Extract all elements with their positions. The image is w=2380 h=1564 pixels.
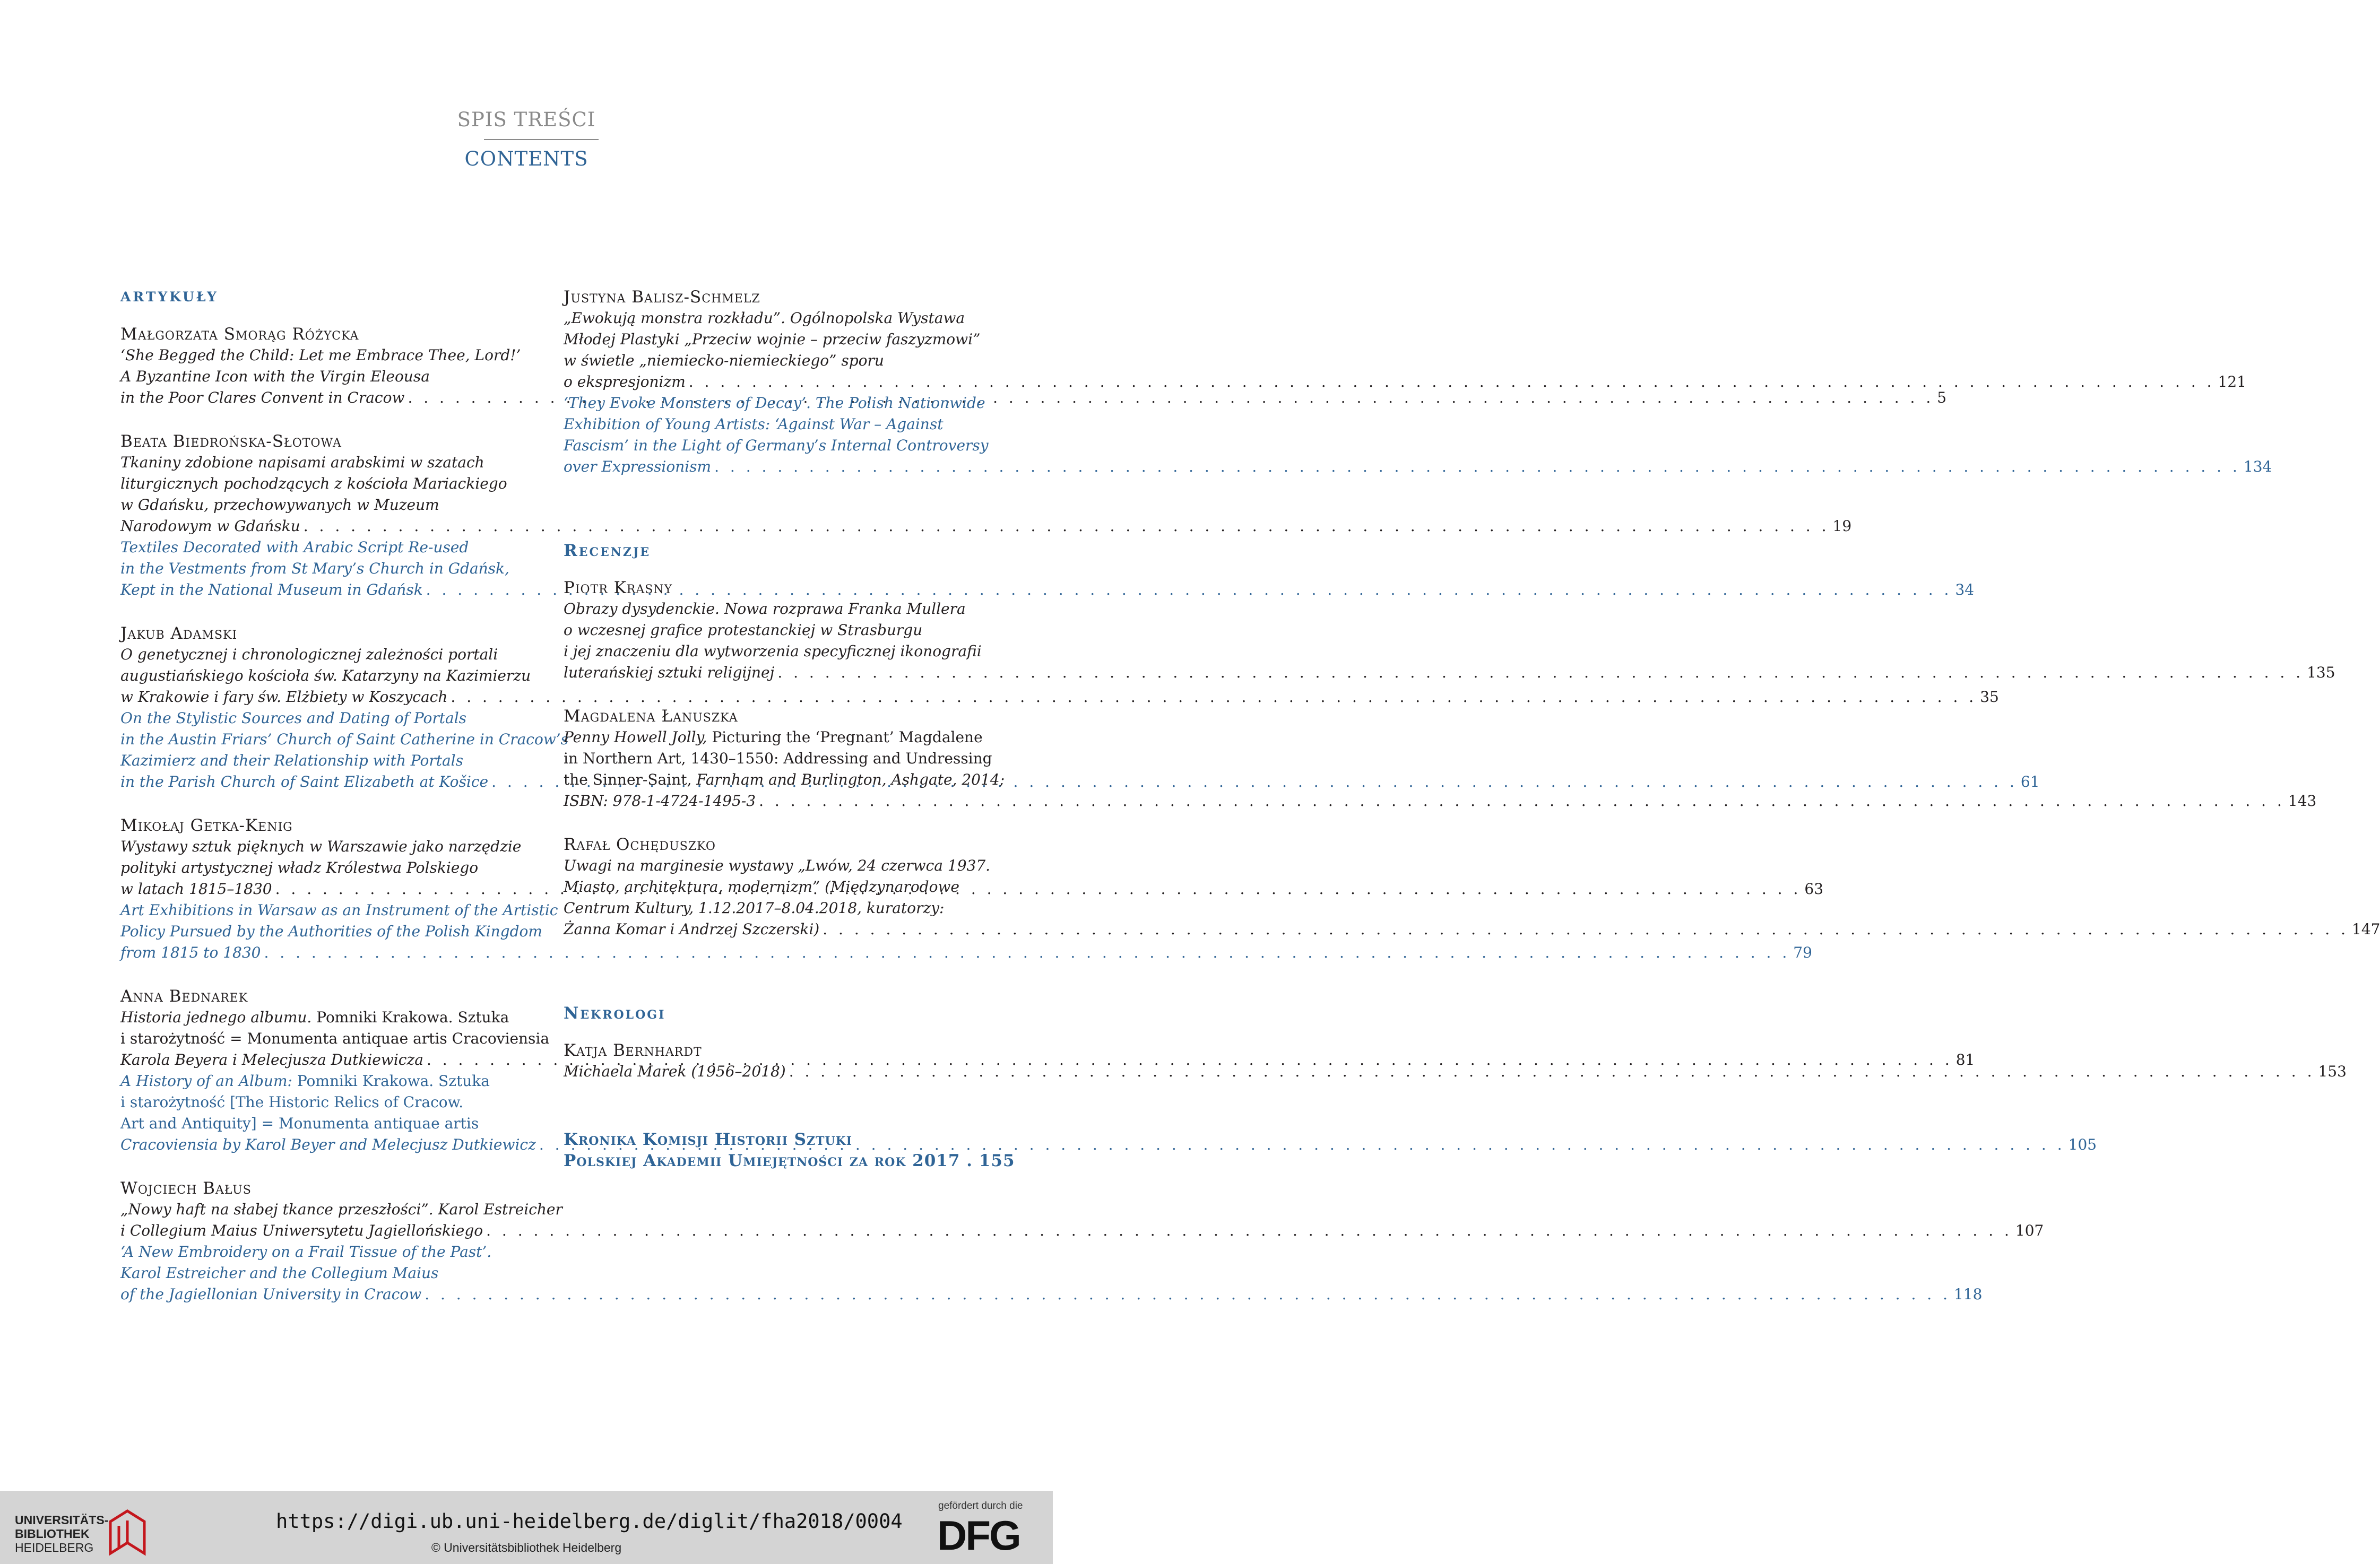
entry-english-last-line (564, 456, 2272, 477)
entry-english-last-line (120, 942, 1812, 963)
toc-entry[interactable] (564, 1040, 2347, 1082)
dfg-logo[interactable]: DFG (937, 1512, 1020, 1559)
entry-title-text: in the Poor Clares Convent in Cracow (120, 389, 405, 406)
entry-title-roman: Pomniki Krakowa. Sztuka (311, 1009, 509, 1026)
entry-title-line: „Nowy haft na słabej tkance przeszłości”. Karol Estreicher (120, 1201, 562, 1218)
entry-title-line (564, 727, 983, 748)
entry-author: Magdalena Łanuszka (564, 707, 738, 726)
entry-english-line: Karol Estreicher and the Collegium Maius (120, 1264, 439, 1282)
page-number: 63 (1804, 880, 1824, 898)
entry-title-line: Centrum Kultury, 1.12.2017–8.04.2018, kuratorzy: (564, 899, 945, 917)
dot-leader (421, 1284, 1954, 1305)
entry-english-line: Art Exhibitions in Warsaw as an Instrument of the Artistic (120, 901, 558, 919)
entry-title-last-line (564, 790, 2317, 812)
entry-english-line: in the Austin Friars’ Church of Saint Catherine in Cracow’s (120, 731, 569, 748)
dot-leader (483, 1220, 2015, 1241)
entry-title-line: Miasto, architektura, modernizm” (Międzynarodowe (564, 878, 959, 896)
entry-title-line (564, 769, 1005, 790)
title-polish: SPIS TREŚCI (457, 108, 596, 131)
page-number: 143 (2288, 792, 2317, 810)
entry-author: Rafał Ochęduszko (564, 835, 716, 854)
page-number: 153 (2318, 1063, 2347, 1080)
entry-title-line (120, 1007, 524, 1028)
entry-author: Katja Bernhardt (564, 1041, 702, 1060)
entry-english-text: of the Jagiellonian University in Cracow (120, 1285, 422, 1303)
toc-entry[interactable] (120, 1178, 2044, 1305)
entry-title-line: augustiańskiego kościoła św. Katarzyny na Kazimierzu (120, 667, 531, 684)
entry-english-text (120, 1134, 536, 1155)
entry-title-italic: Historia jednego albumu. (120, 1009, 312, 1026)
entry-english-line: On the Stylistic Sources and Dating of Portals (120, 709, 467, 727)
entry-title-line: Uwagi na marginesie wystawy „Lwów, 24 czerwca 1937. (564, 857, 991, 874)
entry-title-line: in Northern Art, 1430–1550: Addressing and Undressing (564, 750, 992, 767)
page-number: 147 (2352, 920, 2380, 938)
entry-author: Justyna Balisz-Schmelz (564, 288, 760, 307)
entry-english-text: in the Parish Church of Saint Elizabeth at Košice (120, 773, 489, 790)
entry-title-text: luterańskiej sztuki religijnej (564, 664, 775, 681)
funding-note: gefördert durch die (938, 1500, 1023, 1511)
page-number: 118 (1953, 1285, 1983, 1303)
entry-author: Anna Bednarek (120, 987, 248, 1006)
entry-title-line: Obrazy dysydenckie. Nowa rozprawa Franka Mullera (564, 600, 966, 618)
entry-title-line: ‘She Begged the Child: Let me Embrace Thee, Lord!’ (120, 346, 521, 364)
page-number: 34 (1955, 581, 1975, 598)
logo-line: HEIDELBERG (15, 1541, 94, 1554)
entry-english-last-line (120, 1284, 1983, 1305)
dot-leader (686, 371, 2218, 393)
entry-title-line: w świetle „niemiecko-niemieckiego” sporu (564, 352, 884, 369)
page-number: 121 (2218, 373, 2246, 390)
entry-english-roman: Cracoviensia (120, 1136, 223, 1153)
entry-title-line: A Byzantine Icon with the Virgin Eleousa (120, 368, 430, 385)
page-number: 105 (2068, 1136, 2097, 1153)
entry-title-line: w Gdańsku, przechowywanych w Muzeum (120, 496, 439, 514)
chronicle-line: Polskiej Akademii Umiejętności za rok 2017 . 155 (564, 1151, 1015, 1170)
page-number: 79 (1793, 944, 1812, 961)
entry-english-roman: Pomniki Krakowa. Sztuka (292, 1072, 490, 1090)
entry-english-line (120, 1071, 524, 1092)
entry-english-line: Fascism’ in the Light of Germany’s Internal Controversy (564, 437, 989, 454)
entry-english-line: ‘A New Embroidery on a Frail Tissue of the Past’. (120, 1243, 492, 1261)
dot-leader (711, 456, 2244, 477)
page-number: 107 (2015, 1222, 2044, 1239)
permalink-url[interactable]: https://digi.ub.uni-heidelberg.de/diglit/fha2018/0004 (276, 1510, 903, 1533)
entry-english-italic: by Karol Beyer and Melecjusz Dutkiewicz (222, 1136, 536, 1153)
entry-title-text: Karola Beyera i Melecjusza Dutkiewicza (120, 1051, 423, 1068)
entry-english-italic: A History of an Album: (120, 1072, 292, 1090)
viewer-footer (0, 1491, 1053, 1564)
entry-english-line: ‘They Evoke Monsters of Decay’. The Polish Nationwide (564, 394, 985, 412)
entry-english-line: in the Vestments from St Mary’s Church in Gdańsk, (120, 560, 509, 577)
entry-title-italic: Penny Howell Jolly, (564, 728, 707, 746)
page-number: 81 (1955, 1051, 1975, 1068)
entry-title-line: liturgicznych pochodzących z kościoła Mariackiego (120, 475, 507, 492)
entry-title-line: Tkaniny zdobione napisami arabskimi w szatach (120, 454, 484, 471)
logo-line: BIBLIOTHEK (15, 1527, 90, 1541)
entry-title-text: i Collegium Maius Uniwersytetu Jagiellońskiego (120, 1222, 483, 1239)
dot-leader (756, 790, 2288, 812)
entry-title-last-line (564, 919, 2380, 940)
entry-title-text: o ekspresjonizm (564, 373, 686, 390)
toc-entry-chronicle[interactable] (564, 1129, 1015, 1171)
dot-leader (786, 1061, 2318, 1082)
section-obituaries: Nekrologi (564, 1004, 666, 1023)
entry-title-roman: the Sinner-Saint, (564, 771, 692, 788)
dot-leader (774, 662, 2307, 683)
title-english: CONTENTS (464, 147, 588, 170)
entry-author: Małgorzata Smorąg Różycka (120, 325, 359, 344)
entry-english-line: Textiles Decorated with Arabic Script Re-used (120, 538, 469, 556)
entry-title-text: w latach 1815–1830 (120, 880, 272, 898)
entry-title-last-line (120, 687, 1999, 708)
entry-title-line: i starożytność = Monumenta antiquae artis Cracoviensia (120, 1030, 550, 1047)
chronicle-line: Kronika Komisji Historii Sztuki (564, 1130, 853, 1149)
entry-author: Jakub Adamski (120, 624, 238, 643)
entry-title-text: Michaela Marek (1956–2018) (564, 1063, 786, 1080)
entry-author: Beata Biedrońska-Słotowa (120, 432, 342, 451)
page-number: 61 (2020, 773, 2040, 790)
page-number: 35 (1980, 688, 1999, 706)
page-number: 134 (2243, 458, 2272, 475)
title-divider (484, 139, 599, 140)
page-number: 19 (1832, 517, 1852, 535)
entry-english-line: Kazimierz and their Relationship with Portals (120, 752, 463, 769)
entry-english-text: from 1815 to 1830 (120, 944, 261, 961)
entry-title-text: w Krakowie i fary św. Elżbiety w Koszycach (120, 688, 448, 706)
entry-title-last-line (120, 516, 1852, 537)
entry-english-line: i starożytność [The Historic Relics of Cracow. (120, 1093, 464, 1111)
entry-title-last-line (564, 371, 2246, 393)
entry-title-last-line (564, 662, 2335, 683)
entry-english-text: over Expressionism (564, 458, 712, 475)
entry-title-text: ISBN: 978-1-4724-1495-3 (564, 792, 756, 810)
logo-line: UNIVERSITÄTS- (15, 1513, 109, 1527)
entry-author: Mikołaj Getka-Kenig (120, 816, 293, 835)
entry-author: Wojciech Bałus (120, 1179, 252, 1198)
entry-author: Piotr Krasny (564, 578, 673, 597)
entry-title-text: Narodowym w Gdańsku (120, 517, 300, 535)
dot-leader (261, 942, 1793, 963)
section-reviews: Recenzje (564, 541, 651, 560)
entry-title-line: Młodej Plastyki „Przeciw wojnie – przeciw faszyzmowi” (564, 331, 981, 348)
toc-entry[interactable] (564, 286, 2272, 477)
entry-title-line: „Ewokują monstra rozkładu”. Ogólnopolska Wystawa (564, 309, 965, 327)
entry-title-roman: Picturing the ‘Pregnant’ Magdalene (707, 728, 983, 746)
section-articles: ARTYKUŁY (120, 289, 219, 305)
entry-title-line: o wczesnej grafice protestanckiej w Strasburgu (564, 621, 923, 639)
dot-leader (819, 919, 2352, 940)
entry-english-line: Exhibition of Young Artists: ‘Against War – Against (564, 415, 944, 433)
copyright-notice: © Universitätsbibliothek Heidelberg (431, 1541, 622, 1554)
entry-title-text: Żanna Komar i Andrzej Szczerski) (564, 920, 820, 938)
entry-title-line: O genetycznej i chronologicznej zależności portali (120, 646, 498, 663)
entry-title-line: i jej znaczeniu dla wytworzenia specyficznej ikonografii (564, 642, 982, 660)
entry-title-last-line (564, 1061, 2347, 1082)
entry-title-italic: Farnham and Burlington, Ashgate, 2014; (691, 771, 1005, 788)
entry-english-line: Policy Pursued by the Authorities of the Polish Kingdom (120, 923, 542, 940)
entry-title-line: polityki artystycznej władz Królestwa Polskiego (120, 859, 479, 876)
page-number: 5 (1937, 389, 1947, 406)
dot-leader (300, 516, 1833, 537)
entry-english-text: Kept in the National Museum in Gdańsk (120, 581, 423, 598)
entry-title-last-line (120, 1220, 2044, 1241)
entry-english-line: Art and Antiquity] = Monumenta antiquae artis (120, 1115, 479, 1132)
page-number: 135 (2307, 664, 2335, 681)
entry-title-line: Wystawy sztuk pięknych w Warszawie jako narzędzie (120, 838, 522, 855)
dot-leader (272, 879, 1805, 900)
